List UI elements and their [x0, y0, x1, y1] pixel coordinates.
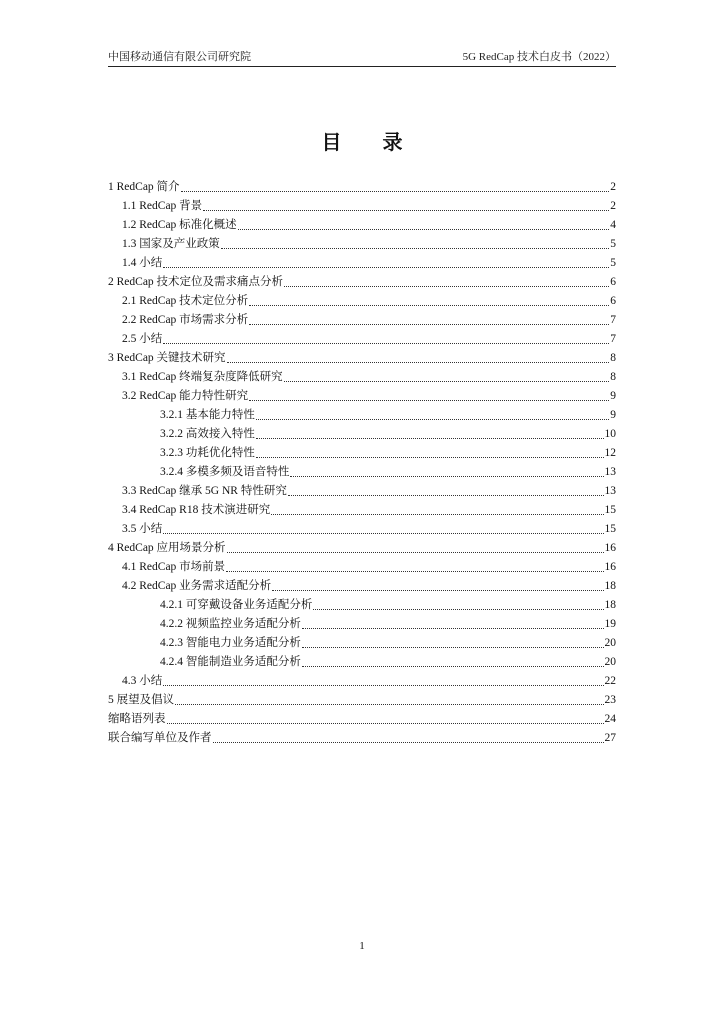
- toc-entry-label: 3.2.3 功耗优化特性: [160, 447, 255, 459]
- header-divider: [108, 66, 616, 67]
- toc-entry[interactable]: [108, 425, 616, 444]
- toc-entry[interactable]: [108, 444, 616, 463]
- toc-entry-page: 2: [610, 200, 616, 212]
- toc-entry[interactable]: [108, 311, 616, 330]
- toc-entry-page: 20: [604, 637, 616, 649]
- toc-entry-page: 16: [604, 561, 616, 573]
- toc-entry-page: 5: [610, 257, 616, 269]
- toc-dot-leader: [163, 685, 603, 686]
- toc-entry[interactable]: [108, 729, 616, 748]
- toc-entry-page: 20: [604, 656, 616, 668]
- toc-entry-label: 3 RedCap 关键技术研究: [108, 352, 226, 364]
- toc-entry[interactable]: [108, 292, 616, 311]
- toc-dot-leader: [213, 742, 604, 743]
- toc-entry-page: 27: [604, 732, 616, 744]
- toc-entry-page: 18: [604, 599, 616, 611]
- toc-entry-page: 24: [604, 713, 616, 725]
- toc-dot-leader: [256, 419, 609, 420]
- toc-dot-leader: [288, 495, 604, 496]
- toc-entry[interactable]: [108, 482, 616, 501]
- page-header: [108, 48, 616, 66]
- toc-entry-label: 3.2.4 多模多频及语音特性: [160, 466, 290, 478]
- toc-entry-page: 18: [604, 580, 616, 592]
- toc-entry-page: 19: [604, 618, 616, 630]
- toc-entry-label: 4.1 RedCap 市场前景: [122, 561, 226, 573]
- toc-entry-label: 1 RedCap 简介: [108, 181, 180, 193]
- toc-entry-label: 3.4 RedCap R18 技术演进研究: [122, 504, 271, 516]
- toc-dot-leader: [302, 628, 604, 629]
- toc-entry[interactable]: [108, 235, 616, 254]
- toc-entry-label: 1.2 RedCap 标准化概述: [122, 219, 237, 231]
- toc-dot-leader: [256, 457, 604, 458]
- toc-entry-page: 7: [610, 314, 616, 326]
- toc-dot-leader: [272, 590, 603, 591]
- toc-dot-leader: [175, 704, 603, 705]
- toc-dot-leader: [203, 210, 609, 211]
- toc-dot-leader: [163, 267, 609, 268]
- toc-entry-label: 1.4 小结: [122, 257, 163, 269]
- toc-dot-leader: [313, 609, 603, 610]
- toc-dot-leader: [249, 400, 609, 401]
- toc-entry-page: 8: [610, 352, 616, 364]
- toc-entry-page: 15: [604, 504, 616, 516]
- toc-dot-leader: [284, 381, 610, 382]
- toc-dot-leader: [167, 723, 604, 724]
- toc-entry-label: 3.3 RedCap 继承 5G NR 特性研究: [122, 485, 287, 497]
- toc-entry-page: 12: [604, 447, 616, 459]
- toc-entry-page: 13: [604, 485, 616, 497]
- toc-entry[interactable]: [108, 349, 616, 368]
- toc-entry-label: 缩略语列表: [108, 713, 166, 725]
- toc-entry[interactable]: [108, 653, 616, 672]
- toc-entry[interactable]: [108, 197, 616, 216]
- toc-dot-leader: [290, 476, 603, 477]
- toc-entry-page: 9: [610, 409, 616, 421]
- toc-entry-page: 4: [610, 219, 616, 231]
- toc-entry-label: 3.5 小结: [122, 523, 163, 535]
- header-organization: 中国移动通信有限公司研究院: [108, 51, 251, 63]
- toc-entry-label: 4.2.2 视频监控业务适配分析: [160, 618, 301, 630]
- toc-dot-leader: [238, 229, 610, 230]
- toc-entry-label: 3.2.1 基本能力特性: [160, 409, 255, 421]
- toc-dot-leader: [302, 647, 604, 648]
- toc-entry-label: 1.1 RedCap 背景: [122, 200, 203, 212]
- table-of-contents: [108, 178, 616, 748]
- toc-entry-page: 10: [604, 428, 616, 440]
- toc-entry-label: 2 RedCap 技术定位及需求痛点分析: [108, 276, 284, 288]
- page-number: 1: [359, 940, 365, 952]
- toc-entry-page: 6: [610, 295, 616, 307]
- toc-entry-page: 16: [604, 542, 616, 554]
- toc-dot-leader: [271, 514, 603, 515]
- header-document-title: 5G RedCap 技术白皮书（2022）: [462, 51, 616, 63]
- toc-dot-leader: [249, 324, 609, 325]
- toc-entry[interactable]: [108, 691, 616, 710]
- toc-dot-leader: [227, 552, 604, 553]
- toc-dot-leader: [249, 305, 609, 306]
- toc-entry-label: 1.3 国家及产业政策: [122, 238, 220, 250]
- toc-entry[interactable]: [108, 387, 616, 406]
- toc-entry-label: 3.2 RedCap 能力特性研究: [122, 390, 249, 402]
- toc-dot-leader: [163, 533, 603, 534]
- toc-dot-leader: [256, 438, 604, 439]
- toc-entry-label: 4.2.4 智能制造业务适配分析: [160, 656, 301, 668]
- toc-entry-page: 22: [604, 675, 616, 687]
- toc-entry-page: 2: [610, 181, 616, 193]
- toc-dot-leader: [226, 571, 603, 572]
- toc-entry[interactable]: [108, 501, 616, 520]
- toc-entry-label: 3.1 RedCap 终端复杂度降低研究: [122, 371, 283, 383]
- toc-dot-leader: [302, 666, 604, 667]
- toc-entry[interactable]: [108, 406, 616, 425]
- toc-dot-leader: [227, 362, 610, 363]
- toc-entry-label: 4.2 RedCap 业务需求适配分析: [122, 580, 272, 592]
- page-title: 目 录: [321, 132, 421, 154]
- toc-dot-leader: [221, 248, 610, 249]
- toc-entry-page: 6: [610, 276, 616, 288]
- toc-entry[interactable]: [108, 216, 616, 235]
- toc-dot-leader: [163, 343, 609, 344]
- toc-entry-label: 2.1 RedCap 技术定位分析: [122, 295, 249, 307]
- toc-entry-label: 5 展望及倡议: [108, 694, 175, 706]
- toc-entry[interactable]: [108, 178, 616, 197]
- toc-entry[interactable]: [108, 463, 616, 482]
- toc-entry[interactable]: [108, 254, 616, 273]
- toc-entry-page: 5: [610, 238, 616, 250]
- toc-entry-label: 2.2 RedCap 市场需求分析: [122, 314, 249, 326]
- toc-entry[interactable]: [108, 577, 616, 596]
- toc-entry[interactable]: [108, 330, 616, 349]
- toc-entry[interactable]: [108, 539, 616, 558]
- toc-entry-label: 3.2.2 高效接入特性: [160, 428, 255, 440]
- toc-entry-page: 8: [610, 371, 616, 383]
- toc-entry[interactable]: [108, 520, 616, 539]
- toc-entry-label: 4 RedCap 应用场景分析: [108, 542, 226, 554]
- toc-entry-page: 23: [604, 694, 616, 706]
- toc-entry[interactable]: [108, 615, 616, 634]
- toc-entry-label: 联合编写单位及作者: [108, 732, 212, 744]
- toc-entry[interactable]: [108, 672, 616, 691]
- toc-entry[interactable]: [108, 558, 616, 577]
- toc-entry[interactable]: [108, 596, 616, 615]
- toc-entry[interactable]: [108, 368, 616, 387]
- toc-dot-leader: [181, 191, 610, 192]
- toc-entry-label: 2.5 小结: [122, 333, 163, 345]
- toc-entry-label: 4.2.3 智能电力业务适配分析: [160, 637, 301, 649]
- toc-entry-page: 7: [610, 333, 616, 345]
- toc-entry-label: 4.2.1 可穿戴设备业务适配分析: [160, 599, 313, 611]
- toc-entry[interactable]: [108, 273, 616, 292]
- toc-entry-page: 9: [610, 390, 616, 402]
- toc-entry-label: 4.3 小结: [122, 675, 163, 687]
- toc-entry[interactable]: [108, 634, 616, 653]
- toc-entry-page: 15: [604, 523, 616, 535]
- toc-entry[interactable]: [108, 710, 616, 729]
- toc-entry-page: 13: [604, 466, 616, 478]
- toc-dot-leader: [284, 286, 609, 287]
